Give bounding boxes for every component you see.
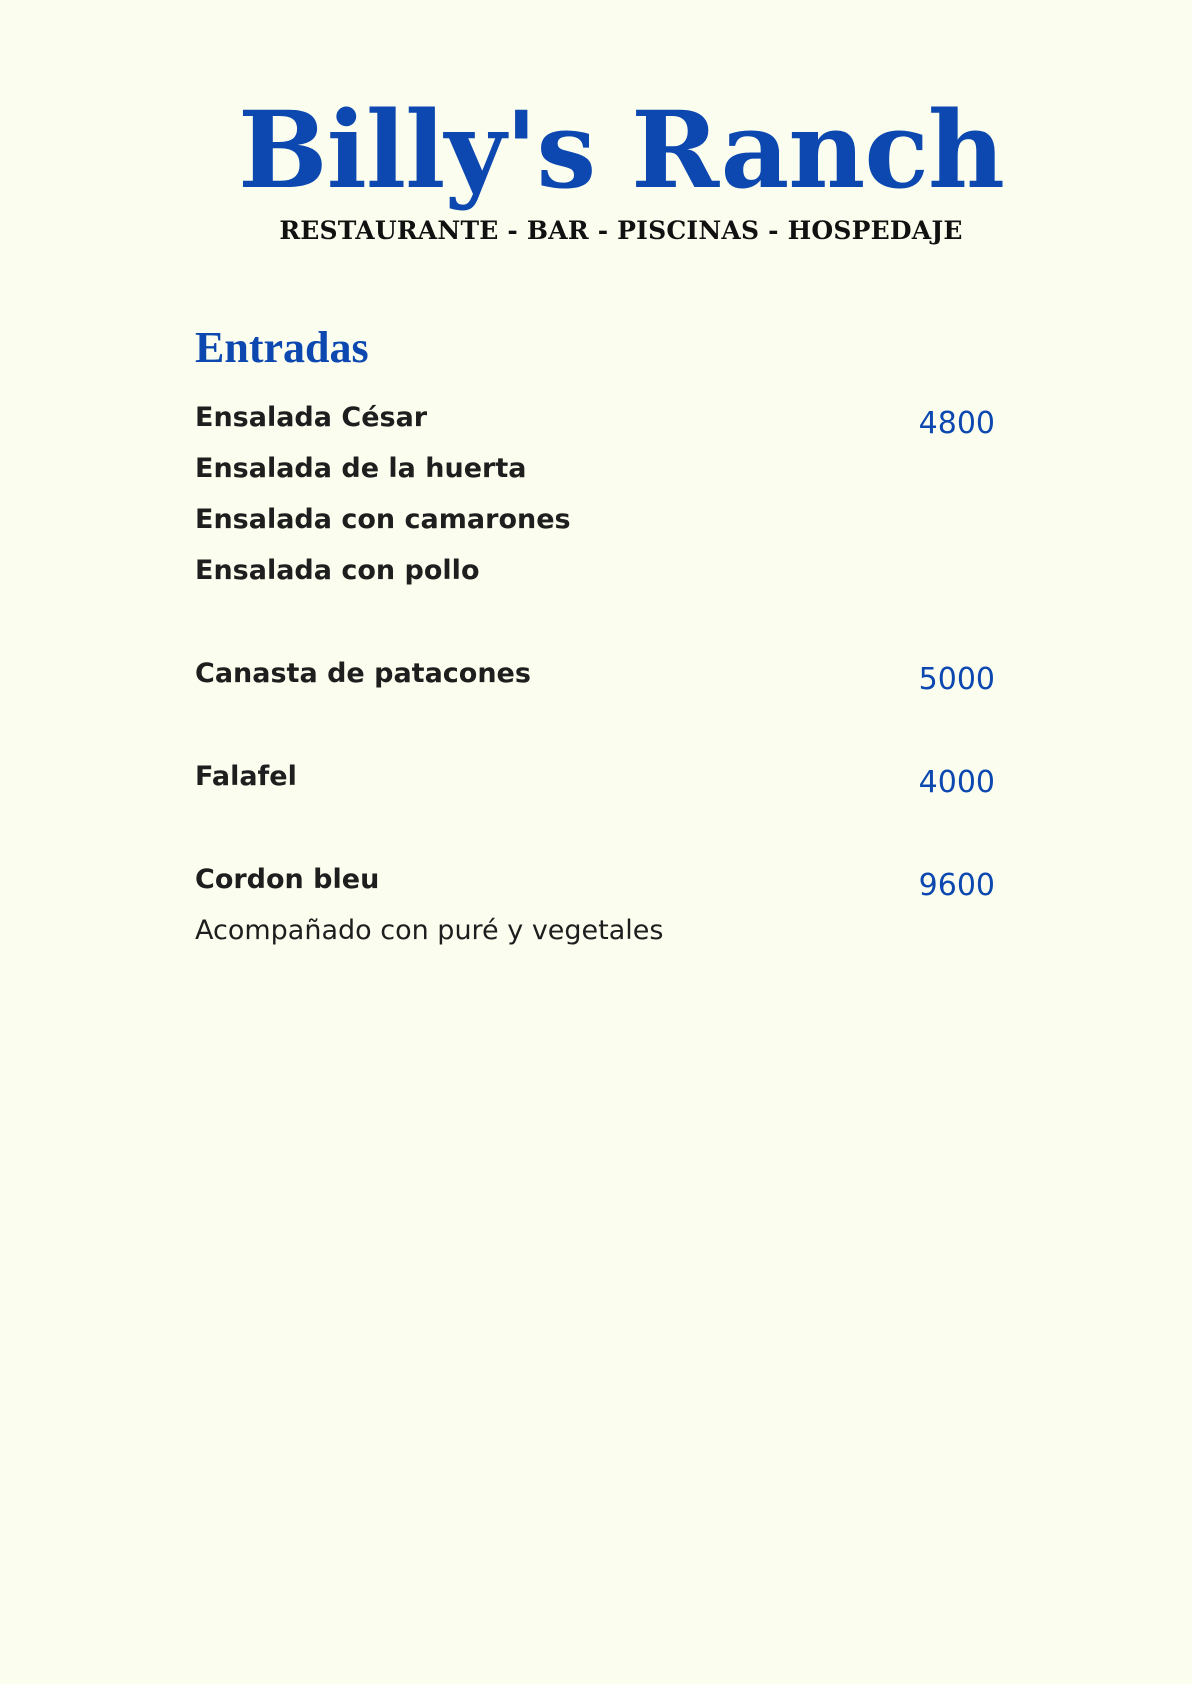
menu-group-falafel: [195, 751, 995, 802]
menu-group-ensaladas: [195, 392, 995, 596]
restaurant-name: Billy's Ranch: [238, 87, 1004, 212]
restaurant-tagline: RESTAURANTE - BAR - PISCINAS - HOSPEDAJE: [279, 216, 963, 245]
brand-header: [0, 87, 1192, 248]
menu-item: Canasta de patacones: [195, 658, 531, 689]
item-price: 5000: [918, 662, 995, 697]
menu-group-cordon-bleu: [195, 854, 995, 956]
menu-item: Ensalada de la huerta: [195, 453, 527, 484]
menu-item: Falafel: [195, 761, 297, 792]
item-price: 4800: [918, 406, 995, 441]
menu-item: Cordon bleu: [195, 864, 380, 895]
menu-item: Ensalada con pollo: [195, 555, 480, 586]
item-price: 4000: [918, 765, 995, 800]
menu-section-entradas: [195, 318, 995, 956]
item-price: 9600: [918, 868, 995, 903]
section-title: Entradas: [195, 323, 369, 372]
menu-item-description: Acompañado con puré y vegetales: [195, 915, 664, 946]
menu-item: Ensalada con camarones: [195, 504, 571, 535]
menu-item: Ensalada César: [195, 402, 428, 433]
menu-group-patacones: [195, 648, 995, 699]
